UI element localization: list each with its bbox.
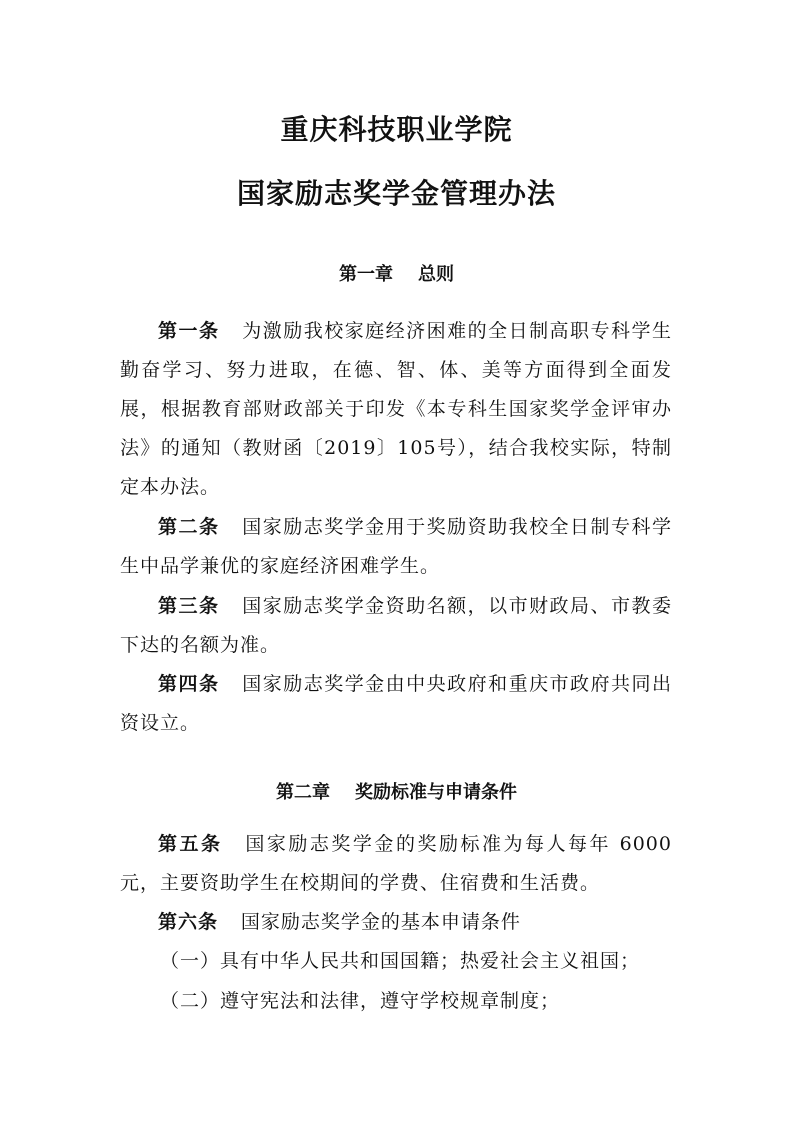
chapter-heading-2: 第二章 奖励标准与申请条件	[275, 782, 518, 803]
article-label: 第四条	[158, 673, 220, 695]
article-label: 第三条	[158, 595, 220, 617]
article-5	[120, 825, 672, 903]
article-text: 为激励我校家庭经济困难的全日制高职专科学生勤奋学习、努力进取，在德、智、体、美等方面得到全面发展，根据教育部财政部关于印发《本专科生国家奖学金评审办法》的通知（教财函〔2019〕105号），结合我校实际，特制定本办法。	[120, 320, 672, 498]
article-2	[120, 508, 672, 586]
article-label: 第五条	[158, 833, 223, 855]
condition-item-1: （一）具有中华人民共和国国籍；热爱社会主义祖国；	[160, 950, 641, 972]
article-6	[120, 903, 672, 942]
article-text: 国家励志奖学金由中央政府和重庆市政府共同出资设立。	[120, 673, 672, 734]
article-label: 第二条	[158, 516, 220, 538]
document-title-line2: 国家励志奖学金管理办法	[236, 177, 556, 210]
article-text: 国家励志奖学金用于奖励资助我校全日制专科学生中品学兼优的家庭经济困难学生。	[120, 516, 672, 577]
article-text: 国家励志奖学金的基本申请条件	[240, 911, 521, 933]
article-3	[120, 587, 672, 665]
article-text: 国家励志奖学金的奖励标准为每人每年 6000 元，主要资助学生在校期间的学费、住宿费和生活费。	[120, 833, 672, 894]
document-title-line1: 重庆科技职业学院	[280, 113, 513, 146]
article-4	[120, 665, 672, 743]
article-1	[120, 312, 672, 507]
condition-item-2: （二）遵守宪法和法律，遵守学校规章制度；	[160, 990, 561, 1012]
chapter-heading-1: 第一章 总则	[338, 264, 455, 285]
article-label: 第六条	[158, 911, 219, 933]
article-text: 国家励志奖学金资助名额，以市财政局、市教委下达的名额为准。	[120, 595, 672, 656]
article-label: 第一条	[158, 320, 220, 342]
